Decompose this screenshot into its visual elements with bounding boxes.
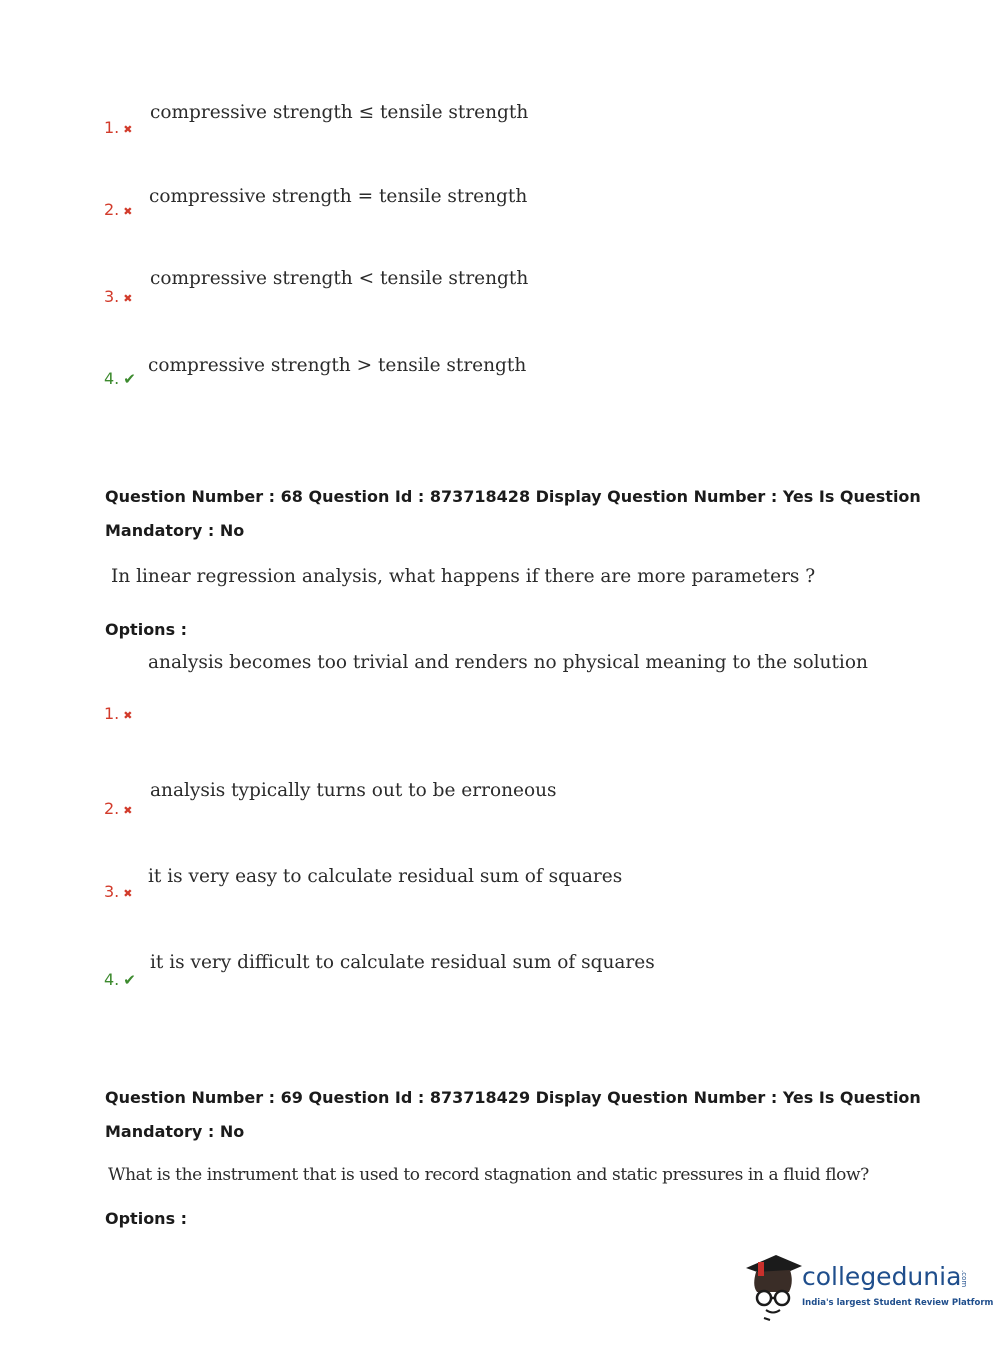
option-3-text: it is very easy to calculate residual sum of squares [148,866,623,887]
cross-icon: ✖ [123,292,133,305]
logo-tagline: India's largest Student Review Platform [802,1298,994,1308]
option-2-text: analysis typically turns out to be erroneous [150,780,557,801]
cross-icon: ✖ [123,709,133,722]
option-1-text: analysis becomes too trivial and renders no physical meaning to the solution [148,652,868,673]
option-2-marker: 2. ✖ [104,200,133,219]
cross-icon: ✖ [123,804,133,817]
question-header-line1: Question Number : 69 Question Id : 873718429 Display Question Number : Yes Is Question [105,1088,921,1107]
option-4-marker: 4. ✔ [104,970,136,989]
option-4-text: compressive strength > tensile strength [148,355,527,376]
option-2-marker: 2. ✖ [104,799,133,818]
cross-icon: ✖ [123,205,133,218]
option-1-text: compressive strength ≤ tensile strength [150,102,529,123]
option-1-marker: 1. ✖ [104,118,133,137]
option-3-marker: 3. ✖ [104,287,133,306]
question-header-line1: Question Number : 68 Question Id : 873718428 Display Question Number : Yes Is Question [105,487,921,506]
logo-wordmark [802,1262,961,1291]
options-label: Options : [105,1209,188,1228]
option-2-text: compressive strength = tensile strength [149,186,528,207]
question-text: What is the instrument that is used to record stagnation and static pressures in a fluid flow? [108,1165,869,1185]
options-label: Options : [105,620,188,639]
mascot-graduate-icon [742,1252,804,1322]
question-header-line2: Mandatory : No [105,1122,245,1141]
option-4-text: it is very difficult to calculate residual sum of squares [150,952,655,973]
check-icon: ✔ [123,370,136,388]
option-4-marker: 4. ✔ [104,369,136,388]
check-icon: ✔ [123,971,136,989]
logo-suffix: .com [960,1270,968,1288]
question-text: In linear regression analysis, what happens if there are more parameters ? [111,566,816,587]
option-3-text: compressive strength < tensile strength [150,268,529,289]
logo-name: collegedunia [802,1262,962,1291]
collegedunia-logo [742,1252,994,1322]
option-1-marker: 1. ✖ [104,704,133,723]
option-3-marker: 3. ✖ [104,882,133,901]
cross-icon: ✖ [123,123,133,136]
cross-icon: ✖ [123,887,133,900]
question-header-line2: Mandatory : No [105,521,245,540]
